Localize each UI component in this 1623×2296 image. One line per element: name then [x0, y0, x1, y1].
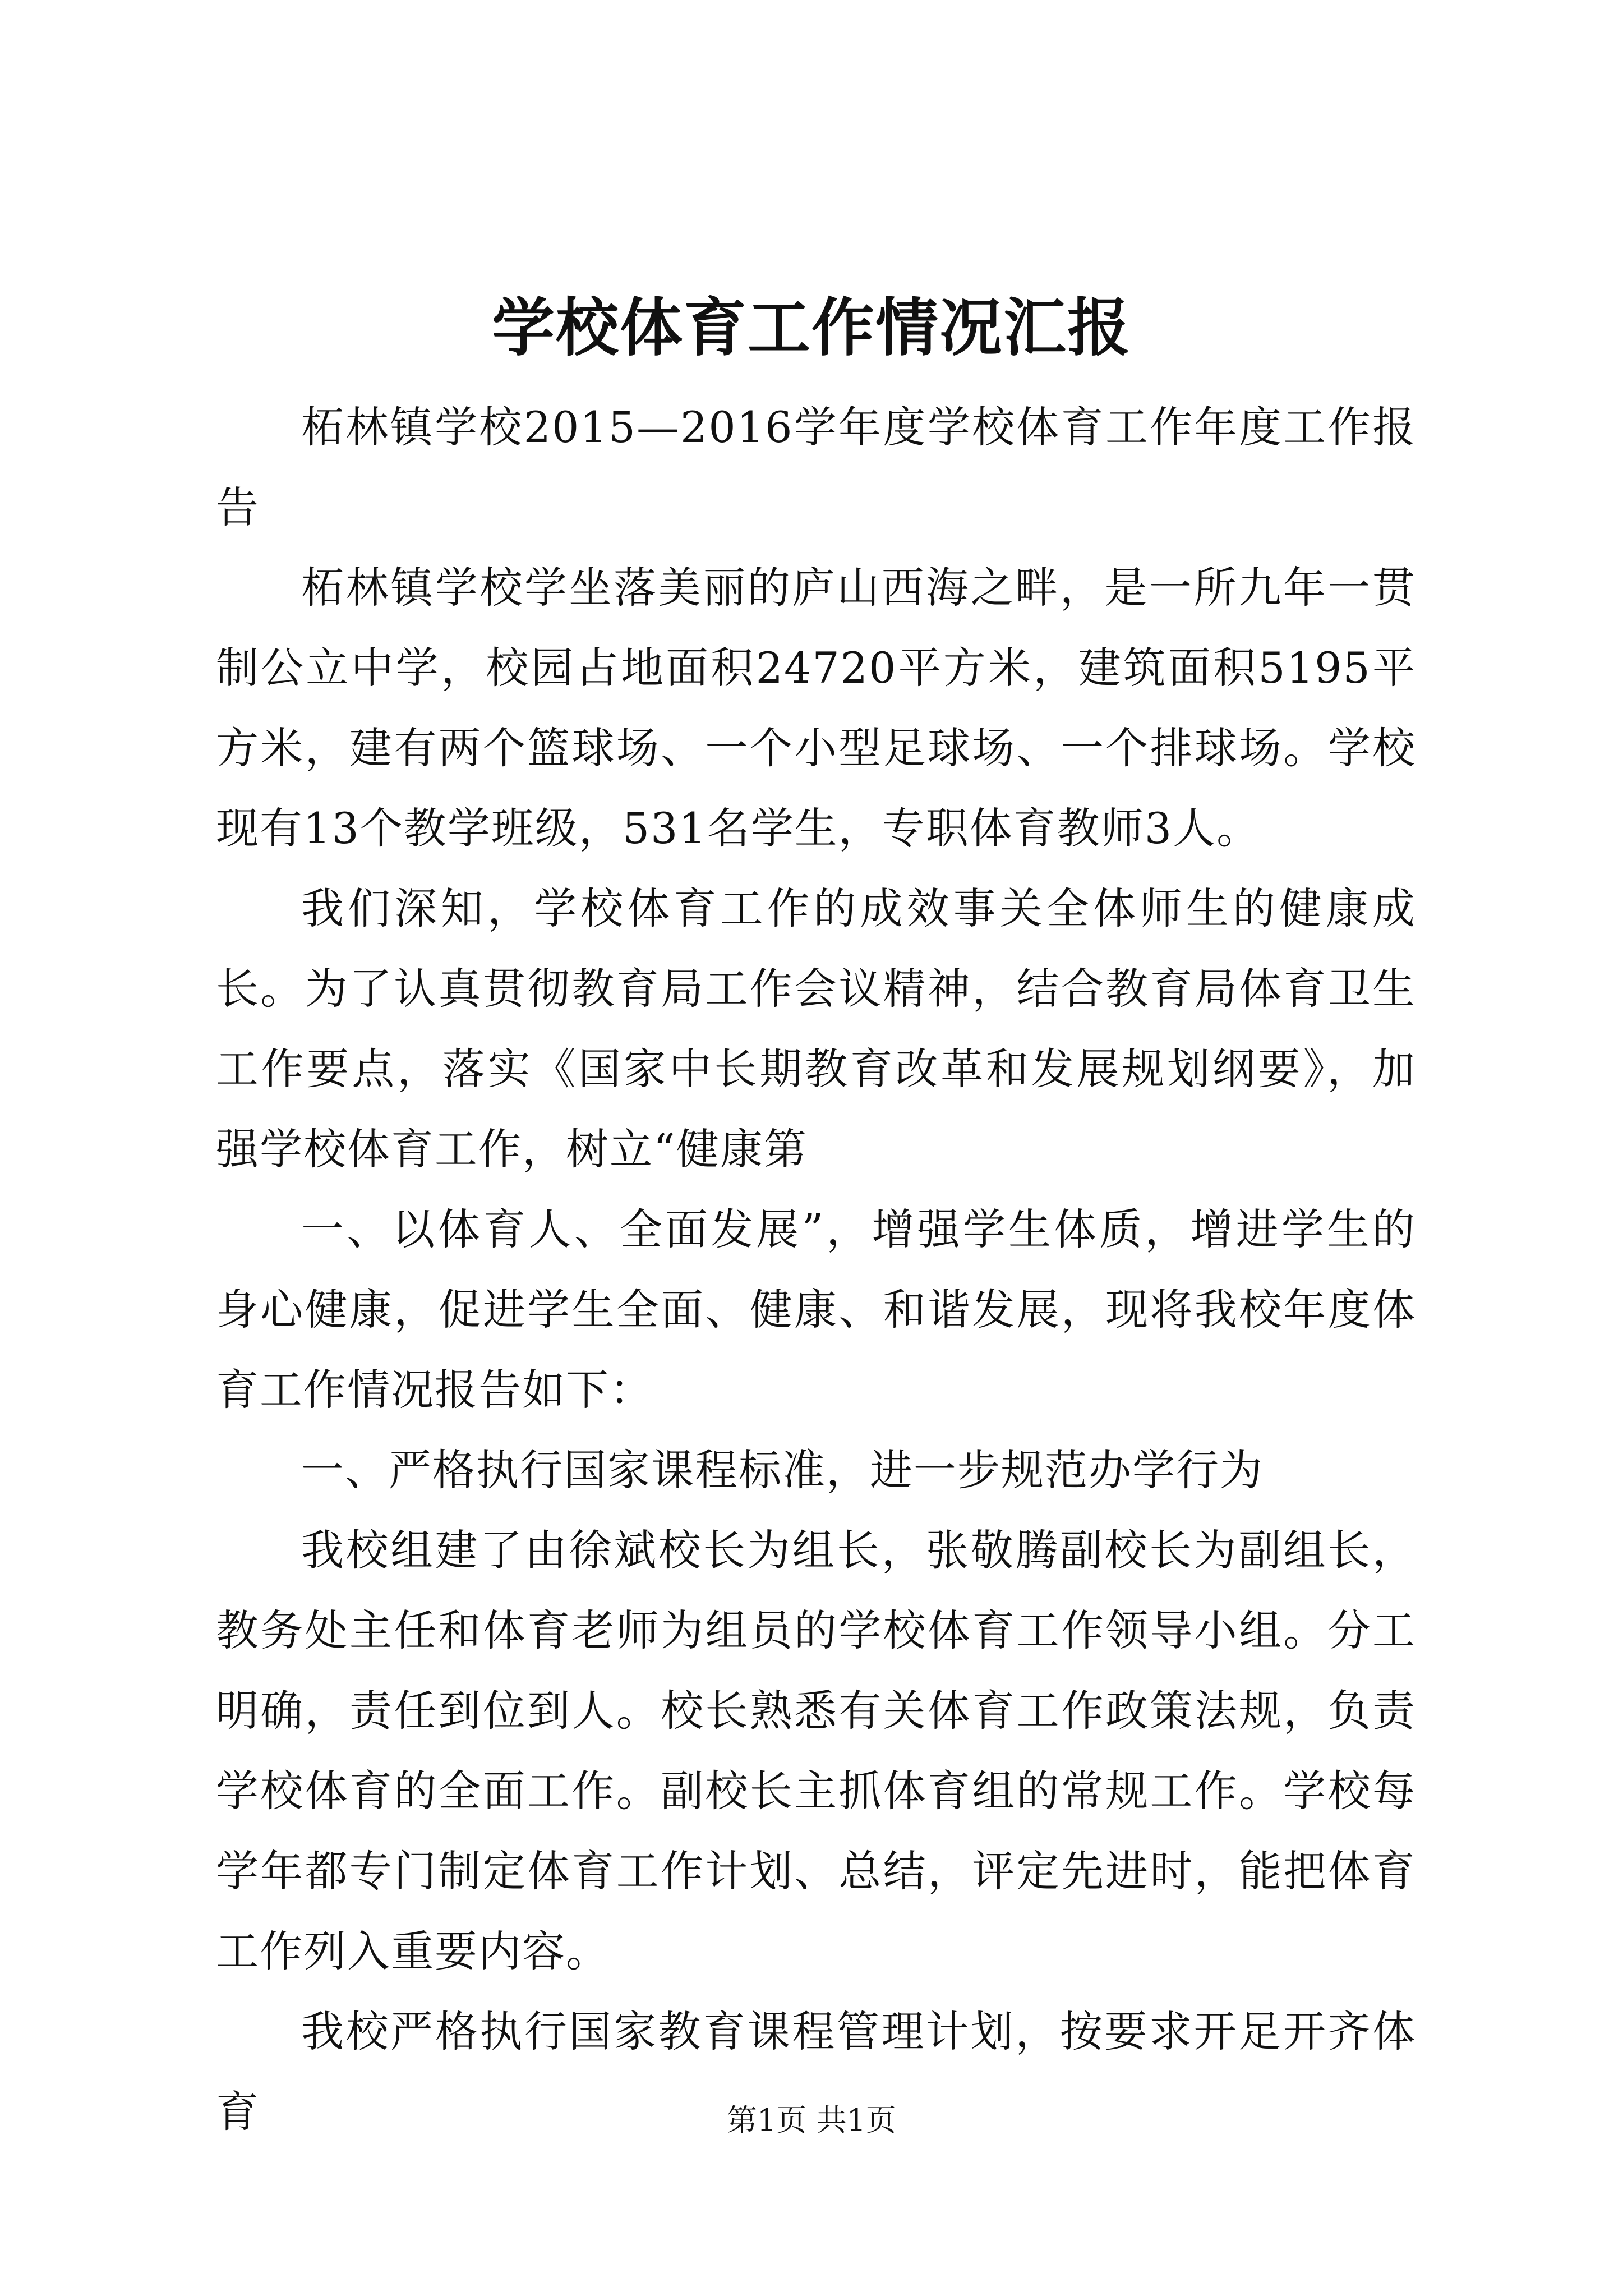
paragraph-leadership: 我校组建了由徐斌校长为组长，张敬腾副校长为副组长，教务处主任和体育老师为组员的学校体育工作领导小组。分工明确，责任到位到人。校长熟悉有关体育工作政策法规，负责学校体育的全面工作。副校长主抓体育组的常规工作。学校每学年都专门制定体育工作计划、总结，评定先进时，能把体育工作列入重要内容。 [216, 1525, 1416, 1976]
page-footer: 第1页 共1页 [727, 2102, 896, 2138]
paragraph-curriculum: 我校严格执行国家教育课程管理计划，按要求开足开齐体育 [216, 2007, 1416, 2137]
document-body [216, 387, 1416, 2152]
paragraph-goals: 我们深知，学校体育工作的成效事关全体师生的健康成长。为了认真贯彻教育局工作会议精神，结合教育局体育卫生工作要点，落实《国家中长期教育改革和发展规划纲要》，加强学校体育工作，树立“健康第 [216, 884, 1416, 1174]
section-heading-1: 一、严格执行国家课程标准，进一步规范办学行为 [301, 1445, 1264, 1495]
paragraph-goals-continued: 一、以体育人、全面发展”，增强学生体质，增进学生的身心健康，促进学生全面、健康、和谐发展，现将我校年度体育工作情况报告如下： [216, 1204, 1416, 1415]
paragraph-report-heading: 柘林镇学校2015—2016学年度学校体育工作年度工作报告 [216, 402, 1416, 532]
document-title: 学校体育工作情况汇报 [492, 291, 1131, 365]
paragraph-school-overview: 柘林镇学校学坐落美丽的庐山西海之畔，是一所九年一贯制公立中学，校园占地面积24720平方米，建筑面积5195平方米，建有两个篮球场、一个小型足球场、一个排球场。学校现有13个教学班级，531名学生，专职体育教师3人。 [216, 563, 1416, 853]
